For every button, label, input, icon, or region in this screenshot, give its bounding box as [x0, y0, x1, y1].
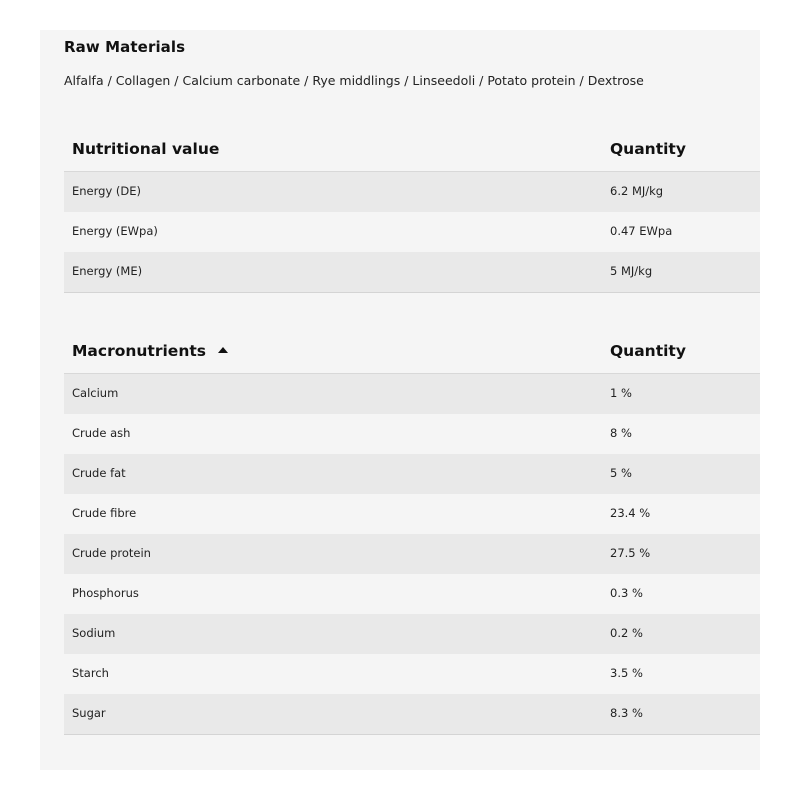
- raw-materials-list: Alfalfa / Collagen / Calcium carbonate / Rye middlings / Linseedoli / Potato protein / Dextrose: [64, 73, 644, 88]
- row-quantity: 0.47 EWpa: [610, 224, 673, 238]
- table-row: [64, 654, 760, 694]
- table-body: [64, 374, 760, 735]
- row-name: Crude protein: [72, 546, 151, 560]
- row-quantity: 0.2 %: [610, 626, 643, 640]
- row-quantity: 8.3 %: [610, 706, 643, 720]
- row-name: Energy (EWpa): [72, 224, 158, 238]
- column-header-quantity: Quantity: [610, 140, 686, 158]
- table-row: [64, 414, 760, 454]
- row-name: Starch: [72, 666, 109, 680]
- table-header: [64, 332, 760, 374]
- table-row: [64, 574, 760, 614]
- product-details-panel: [40, 30, 760, 770]
- row-name: Energy (DE): [72, 184, 142, 198]
- row-quantity: 0.3 %: [610, 586, 643, 600]
- row-name: Crude ash: [72, 426, 131, 440]
- macronutrients-toggle[interactable]: [72, 342, 228, 360]
- table-body: [64, 172, 760, 293]
- row-name: Sodium: [72, 626, 116, 640]
- row-name: Crude fat: [72, 466, 126, 480]
- table-row: [64, 494, 760, 534]
- table-row: [64, 454, 760, 494]
- row-quantity: 8 %: [610, 426, 632, 440]
- table-header: [64, 130, 760, 172]
- row-name: Crude fibre: [72, 506, 137, 520]
- row-name: Sugar: [72, 706, 106, 720]
- row-quantity: 27.5 %: [610, 546, 651, 560]
- raw-materials-title: Raw Materials: [64, 38, 186, 56]
- row-quantity: 5 MJ/kg: [610, 264, 653, 278]
- table-row: [64, 534, 760, 574]
- row-name: Phosphorus: [72, 586, 139, 600]
- row-quantity: 3.5 %: [610, 666, 643, 680]
- column-header-nutritional-value: Nutritional value: [72, 140, 220, 158]
- nutritional-value-table: [64, 130, 760, 293]
- column-header-quantity: Quantity: [610, 342, 686, 360]
- table-row: [64, 614, 760, 654]
- table-row: [64, 212, 760, 252]
- column-header-macronutrients: Macronutrients: [72, 342, 206, 360]
- table-row: [64, 252, 760, 292]
- row-quantity: 23.4 %: [610, 506, 651, 520]
- table-row: [64, 374, 760, 414]
- table-row: [64, 172, 760, 212]
- row-name: Energy (ME): [72, 264, 143, 278]
- table-row: [64, 694, 760, 734]
- macronutrients-table: [64, 332, 760, 735]
- triangle-up-icon[interactable]: [218, 347, 228, 353]
- row-quantity: 5 %: [610, 466, 632, 480]
- row-quantity: 1 %: [610, 386, 632, 400]
- row-quantity: 6.2 MJ/kg: [610, 184, 664, 198]
- row-name: Calcium: [72, 386, 119, 400]
